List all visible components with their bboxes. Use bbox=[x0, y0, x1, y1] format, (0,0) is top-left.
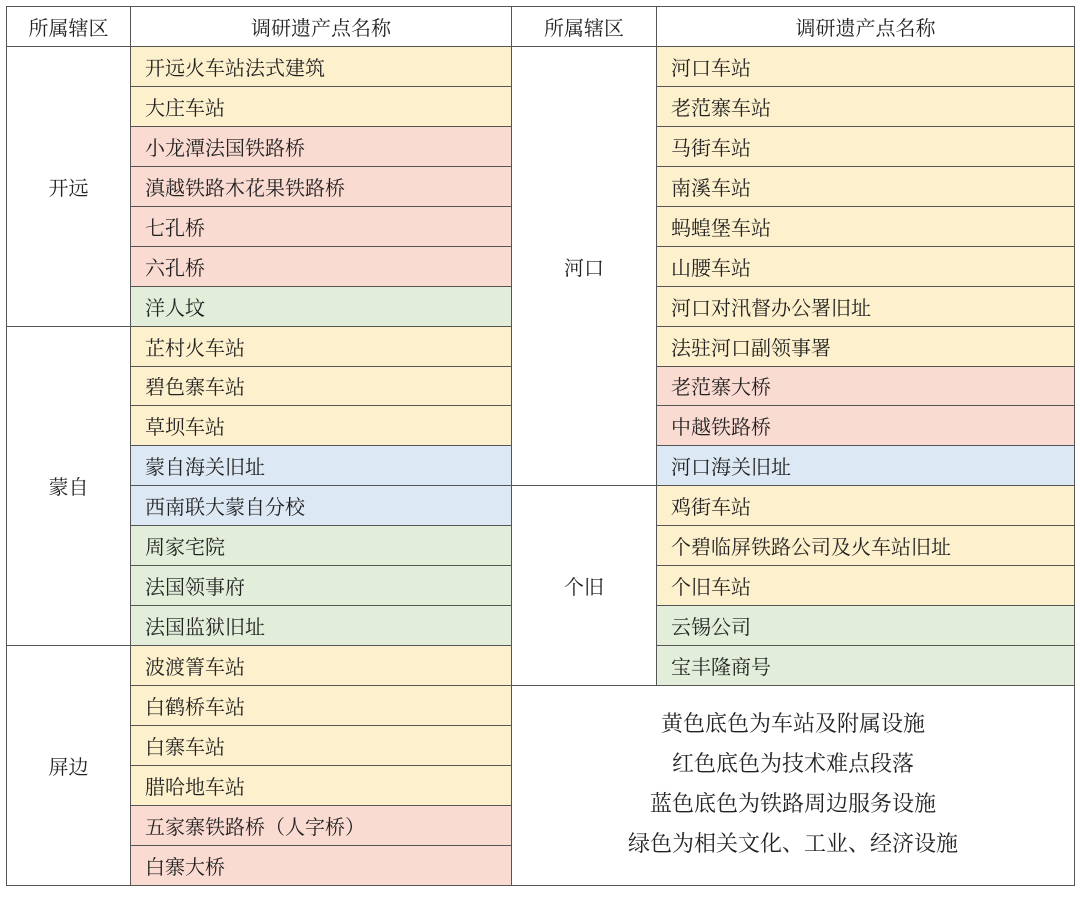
header-row bbox=[7, 7, 1075, 47]
site-cell: 老范寨大桥 bbox=[657, 366, 1075, 406]
site-cell: 法国领事府 bbox=[131, 566, 512, 606]
region-hekou: 河口 bbox=[512, 47, 657, 486]
site-cell: 草坝车站 bbox=[131, 406, 512, 446]
site-cell: 山腰车站 bbox=[657, 246, 1075, 286]
site-cell: 法国监狱旧址 bbox=[131, 606, 512, 646]
header-site-left: 调研遗产点名称 bbox=[131, 7, 512, 47]
site-cell: 蒙自海关旧址 bbox=[131, 446, 512, 486]
site-cell: 六孔桥 bbox=[131, 246, 512, 286]
site-cell: 河口海关旧址 bbox=[657, 446, 1075, 486]
site-cell: 法驻河口副领事署 bbox=[657, 326, 1075, 366]
site-cell: 白鹤桥车站 bbox=[131, 686, 512, 726]
site-cell: 波渡箐车站 bbox=[131, 646, 512, 686]
legend-station: 黄色底色为车站及附属设施 bbox=[660, 712, 925, 738]
header-region-left: 所属辖区 bbox=[7, 7, 131, 47]
header-region-right: 所属辖区 bbox=[512, 7, 657, 47]
table-row bbox=[7, 686, 1075, 726]
legend-tech: 红色底色为技术难点段落 bbox=[671, 752, 914, 778]
site-cell: 开远火车站法式建筑 bbox=[131, 47, 512, 87]
heritage-site-table bbox=[6, 6, 1075, 886]
color-legend bbox=[512, 686, 1075, 886]
region-mengzi: 蒙自 bbox=[7, 326, 131, 646]
table-row bbox=[7, 47, 1075, 87]
site-cell: 南溪车站 bbox=[657, 166, 1075, 206]
site-cell: 鸡街车站 bbox=[657, 486, 1075, 526]
site-cell: 周家宅院 bbox=[131, 526, 512, 566]
site-cell: 滇越铁路木花果铁路桥 bbox=[131, 166, 512, 206]
site-cell: 蚂蝗堡车站 bbox=[657, 206, 1075, 246]
site-cell: 洋人坟 bbox=[131, 286, 512, 326]
site-cell: 中越铁路桥 bbox=[657, 406, 1075, 446]
site-cell: 马街车站 bbox=[657, 126, 1075, 166]
legend-service: 蓝色底色为铁路周边服务设施 bbox=[649, 792, 936, 818]
site-cell: 腊哈地车站 bbox=[131, 765, 512, 805]
site-cell: 白寨车站 bbox=[131, 725, 512, 765]
site-cell: 碧色寨车站 bbox=[131, 366, 512, 406]
site-cell: 河口对汛督办公署旧址 bbox=[657, 286, 1075, 326]
table-row bbox=[7, 486, 1075, 526]
region-gejiu: 个旧 bbox=[512, 486, 657, 686]
region-kaiyuan: 开远 bbox=[7, 47, 131, 327]
site-cell: 大庄车站 bbox=[131, 86, 512, 126]
site-cell: 宝丰隆商号 bbox=[657, 646, 1075, 686]
site-cell: 个旧车站 bbox=[657, 566, 1075, 606]
site-cell: 个碧临屏铁路公司及火车站旧址 bbox=[657, 526, 1075, 566]
legend-culture: 绿色为相关文化、工业、经济设施 bbox=[627, 832, 958, 858]
region-pingbian: 屏边 bbox=[7, 646, 131, 886]
site-cell: 小龙潭法国铁路桥 bbox=[131, 126, 512, 166]
site-cell: 五家寨铁路桥（人字桥） bbox=[131, 805, 512, 845]
site-cell: 老范寨车站 bbox=[657, 86, 1075, 126]
site-cell: 西南联大蒙自分校 bbox=[131, 486, 512, 526]
site-cell: 七孔桥 bbox=[131, 206, 512, 246]
site-cell: 云锡公司 bbox=[657, 606, 1075, 646]
header-site-right: 调研遗产点名称 bbox=[657, 7, 1075, 47]
site-cell: 芷村火车站 bbox=[131, 326, 512, 366]
site-cell: 河口车站 bbox=[657, 47, 1075, 87]
site-cell: 白寨大桥 bbox=[131, 845, 512, 885]
